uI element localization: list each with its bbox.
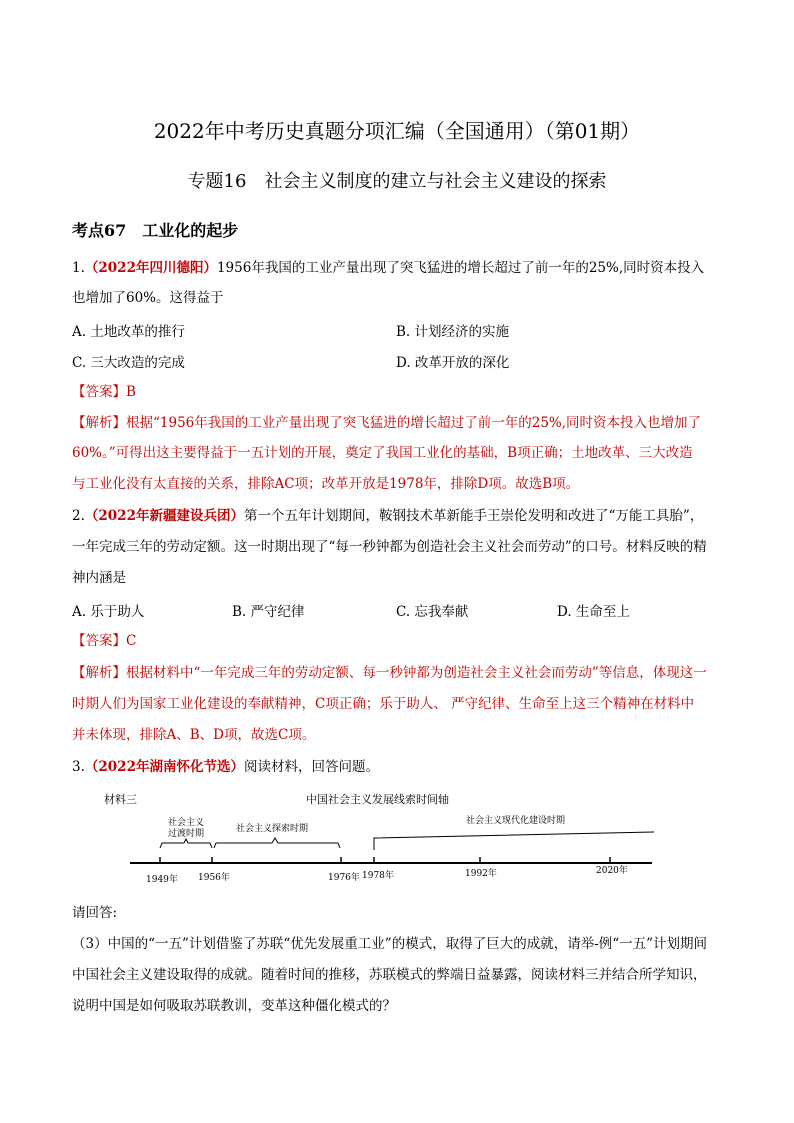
period3-label: 社会主义现代化建设时期 (466, 816, 566, 826)
q1-answer-label: 【答案】 (72, 384, 126, 400)
q1-answer-value: B (126, 384, 136, 400)
q1-answer (72, 382, 136, 402)
q1-option-d: D. 改革开放的深化 (396, 355, 510, 371)
q2-analysis-line1: 【解析】根据材料中“一年完成三年的劳动定额、每一秒钟都为创造社会主义社会而劳动”等信息，体现这一 (72, 665, 707, 681)
tick-label-1978: 1978年 (362, 871, 394, 881)
q1-analysis-line3: 与工业化没有太直接的关系，排除AC项；改革开放是1978年，排除D项。故选B项。 (72, 476, 580, 492)
material-label: 材料三 (104, 793, 137, 806)
q3-number: 3. (72, 759, 85, 775)
timeline-title: 中国社会主义发展线索时间轴 (306, 793, 449, 806)
q2-option-d: D. 生命至上 (557, 604, 630, 620)
timeline-figure (96, 786, 666, 892)
q1-stem-line2: 也增加了60%。这得益于 (72, 290, 224, 306)
q2-stem-line3: 神内涵是 (72, 570, 126, 586)
tick-label-1949: 1949年 (146, 875, 178, 885)
q2-option-b: B. 严守纪律 (232, 604, 305, 620)
q1-analysis-line2: 60%。”可得出这主要得益于一五计划的开展，奠定了我国工业化的基础，B项正确；土地改革、三大改造 (72, 445, 693, 461)
tick-label-1992: 1992年 (465, 869, 497, 879)
q1-option-b: B. 计划经济的实施 (396, 324, 510, 340)
q1-stem-line1 (72, 258, 704, 278)
period1-label-line2: 过渡时期 (168, 829, 205, 839)
tick-label-2020: 2020年 (596, 866, 628, 876)
document-title: 2022年中考历史真题分项汇编（全国通用）（第01期） (153, 119, 641, 143)
tick-label-1956: 1956年 (198, 873, 230, 883)
q2-number: 2. (72, 508, 85, 524)
period1-brace (160, 839, 212, 848)
q1-source: （2022年四川德阳） (84, 260, 217, 276)
q3-question-line2: 中国社会主义建设取得的成就。随着时间的推移，苏联模式的弊端日益暴露，阅读材料三并结合所学知识， (72, 967, 707, 983)
q1-number: 1. (72, 260, 85, 276)
q1-analysis-line1: 【解析】根据“1956年我国的工业产量出现了突飞猛进的增长超过了前一年的25%,同时资本投入也增加了 (72, 415, 702, 431)
period1-label-line1: 社会主义 (168, 818, 205, 828)
q3-question-line1: （3）中国的“一五”计划借鉴了苏联“优先发展重工业”的模式，取得了巨大的成就，请举-例“一五”计划期间 (72, 936, 708, 952)
period2-brace (214, 838, 340, 848)
q2-analysis-line3: 并未体现，排除A、B、D项，故选C项。 (72, 727, 316, 743)
section-title: 考点67 工业化的起步 (72, 221, 239, 240)
q2-answer-value: C (126, 633, 137, 649)
tick-label-1976: 1976年 (328, 873, 360, 883)
q2-analysis-line2: 时期人们为国家工业化建设的奉献精神，C项正确；乐于助人、 严守纪律、生命至上这三个精神在材料中 (72, 696, 695, 712)
q2-option-c: C. 忘我奉献 (396, 604, 469, 620)
q2-answer (72, 631, 136, 651)
q3-question-line3: 说明中国是如何吸取苏联教训，变革这种僵化模式的？ (72, 998, 396, 1014)
period2-label: 社会主义探索时期 (236, 824, 309, 834)
q2-stem-line2: 一年完成三年的劳动定额。这一时期出现了“每一秒钟都为创造社会主义社会而劳动”的口号。材料反映的精 (72, 539, 707, 555)
q1-analysis-label: 【解析】 (72, 415, 126, 431)
period3-line (374, 832, 654, 850)
q2-option-a: A. 乐于助人 (72, 604, 145, 620)
q1-option-c: C. 三大改造的完成 (72, 355, 185, 371)
q2-source: （2022年新疆建设兵团） (84, 508, 244, 524)
q3-source: （2022年湖南怀化节选） (84, 759, 244, 775)
q2-stem-line1: 2.（2022年新疆建设兵团）第一个五年计划期间，鞍钢技术革新能手王崇伦发明和改进了“万能工具胎”， (72, 508, 704, 524)
q2-analysis-label: 【解析】 (72, 665, 126, 681)
q1-stem-text: 1956年我国的工业产量出现了突飞猛进的增长超过了前一年的25%,同时资本投入 (216, 260, 705, 276)
topic-title: 专题16 社会主义制度的建立与社会主义建设的探索 (187, 171, 607, 192)
q1-option-a: A. 土地改革的推行 (72, 324, 185, 340)
q2-answer-label: 【答案】 (72, 633, 126, 649)
q3-prompt: 请回答: (72, 905, 118, 921)
q3-stem: 3.（2022年湖南怀化节选）阅读材料，回答问题。 (72, 759, 379, 775)
